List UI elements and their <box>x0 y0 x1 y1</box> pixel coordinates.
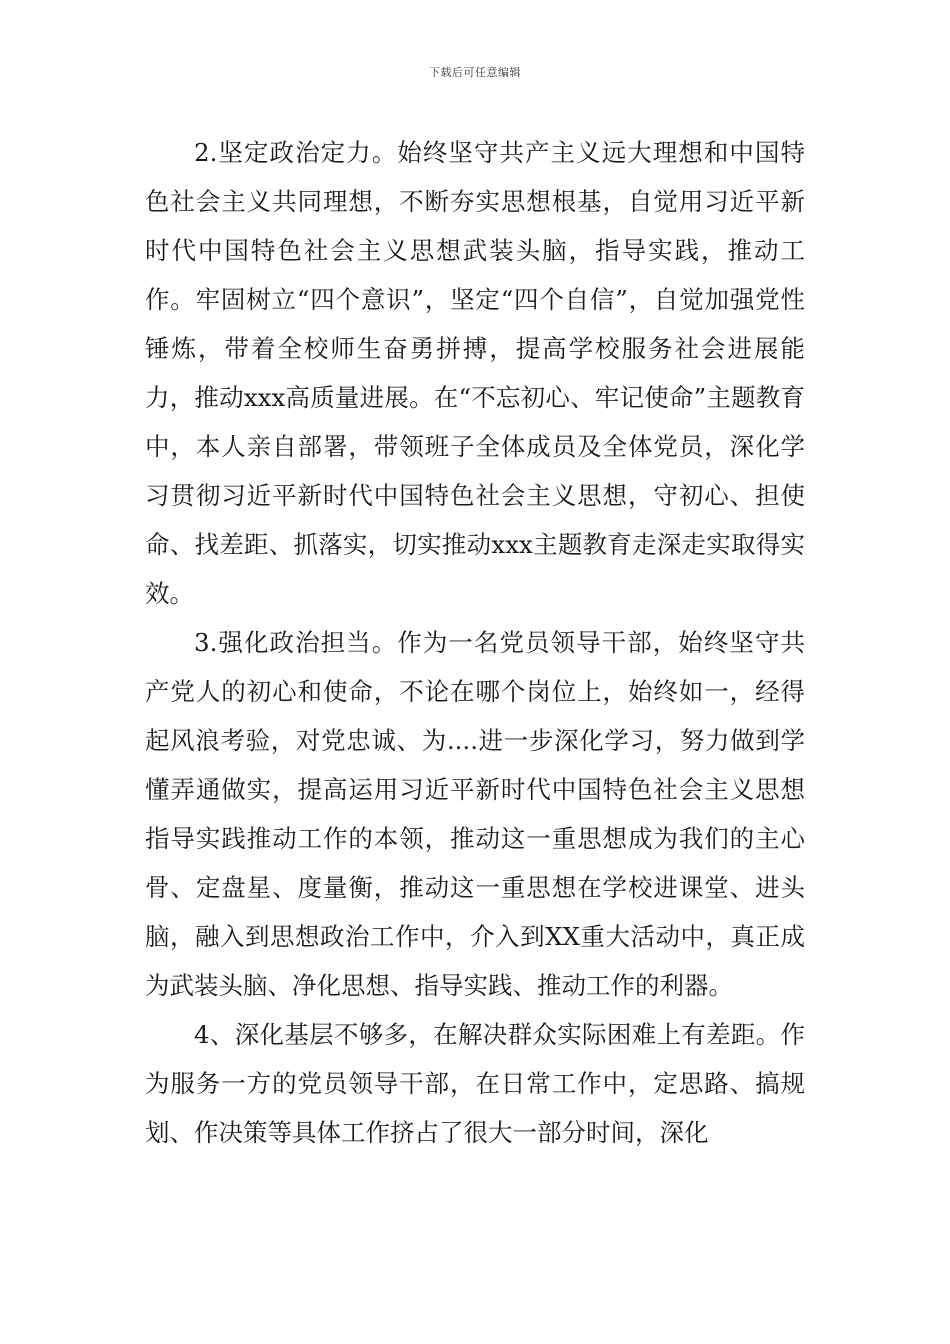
paragraph-political-resolve: 2.坚定政治定力。始终坚守共产主义远大理想和中国特色社会主义共同理想，不断夯实思想根基，自觉用习近平新时代中国特色社会主义思想武装头脑，指导实践，推动工作。牢固树立“四个意识”，坚定“四个自信”，自觉加强党性锤炼，带着全校师生奋勇拼搏，提高学校服务社会进展能力，推动xxx高质量进展。在“不忘初心、牢记使命”主题教育中，本人亲自部署，带领班子全体成员及全体党员，深化学习贯彻习近平新时代中国特色社会主义思想，守初心、担使命、找差距、抓落实，切实推动xxx主题教育走深走实取得实效。 <box>145 138 805 608</box>
document-body <box>145 128 805 1157</box>
page-header: 下载后可任意编辑 <box>429 66 521 79</box>
paragraph-political-responsibility: 3.强化政治担当。作为一名党员领导干部，始终坚守共产党人的初心和使命，不论在哪个岗位上，始终如一，经得起风浪考验，对党忠诚、为....进一步深化学习，努力做到学懂弄通做实，提高运用习近平新时代中国特色社会主义思想指导实践推动工作的本领，推动这一重思想成为我们的主心骨、定盘星、度量衡，推动这一重思想在学校进课堂、进头脑，融入到思想政治工作中，介入到XX重大活动中，真正成为武装头脑、净化思想、指导实践、推动工作的利器。 <box>145 628 805 1000</box>
paragraph-grassroots: 4、深化基层不够多，在解决群众实际困难上有差距。作为服务一方的党员领导干部，在日常工作中，定思路、搞规划、作决策等具体工作挤占了很大一部分时间，深化 <box>145 1020 805 1147</box>
